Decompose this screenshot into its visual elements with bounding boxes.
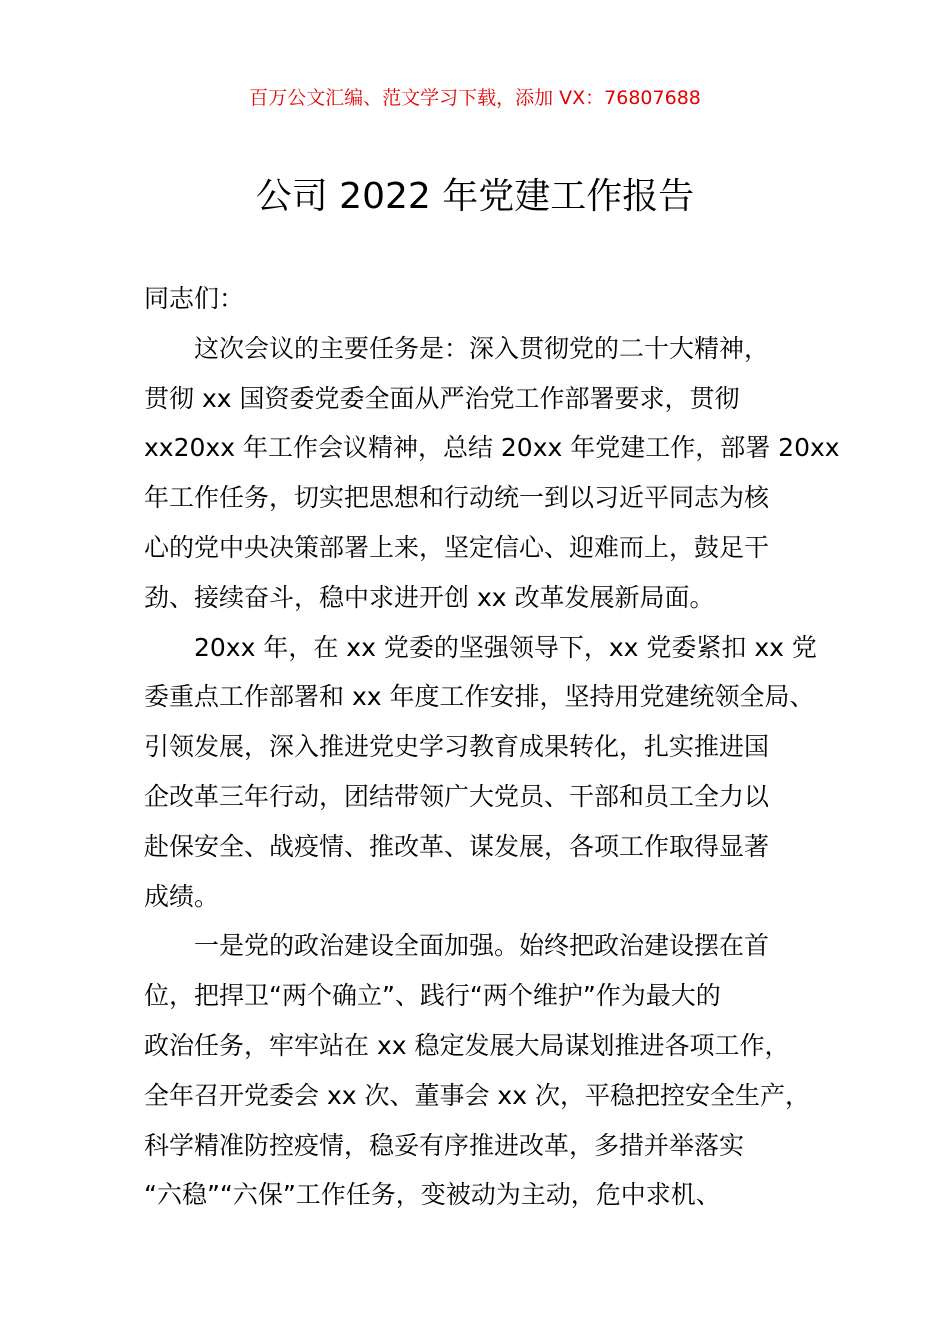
page-title: 公司 2022 年党建工作报告 — [255, 176, 695, 217]
header-banner: 百万公文汇编、范文学习下载，添加 VX：76807688 — [249, 87, 701, 109]
paragraph-line: 20xx 年，在 xx 党委的坚强领导下，xx 党委紧扣 xx 党 — [194, 632, 817, 662]
paragraph-line: 全年召开党委会 xx 次、董事会 xx 次，平稳把控安全生产， — [144, 1080, 810, 1110]
paragraph-line: 赴保安全、战疫情、推改革、谋发展，各项工作取得显著 — [144, 831, 770, 861]
paragraph-line: 贯彻 xx 国资委党委全面从严治党工作部署要求，贯彻 — [144, 383, 740, 413]
paragraph-line: 引领发展，深入推进党史学习教育成果转化，扎实推进国 — [144, 732, 770, 762]
paragraph-line: 政治任务，牢牢站在 xx 稳定发展大局谋划推进各项工作， — [144, 1030, 790, 1060]
salutation: 同志们： — [144, 284, 245, 313]
paragraph-line: 位，把捍卫“两个确立”、践行“两个维护”作为最大的 — [144, 981, 721, 1011]
paragraph-line: 成绩。 — [144, 881, 220, 911]
paragraph-line: 一是党的政治建设全面加强。始终把政治建设摆在首 — [194, 931, 770, 961]
paragraph-line: “六稳”“六保”工作任务，变被动为主动，危中求机、 — [144, 1180, 721, 1210]
document-body — [144, 274, 840, 1220]
paragraph-line: 企改革三年行动，团结带领广大党员、干部和员工全力以 — [144, 781, 770, 811]
paragraph-line: 劲、接续奋斗，稳中求进开创 xx 改革发展新局面。 — [144, 582, 715, 612]
paragraph-line: 年工作任务，切实把思想和行动统一到以习近平同志为核 — [144, 483, 770, 513]
paragraph-line: 科学精准防控疫情，稳妥有序推进改革，多措并举落实 — [144, 1130, 745, 1160]
paragraph-line: 心的党中央决策部署上来，坚定信心、迎难而上，鼓足干 — [144, 532, 770, 562]
paragraph-line: 委重点工作部署和 xx 年度工作安排，坚持用党建统领全局、 — [144, 682, 815, 712]
paragraph-line: xx20xx 年工作会议精神，总结 20xx 年党建工作，部署 20xx — [144, 433, 840, 463]
paragraph-line: 这次会议的主要任务是：深入贯彻党的二十大精神， — [194, 333, 770, 363]
